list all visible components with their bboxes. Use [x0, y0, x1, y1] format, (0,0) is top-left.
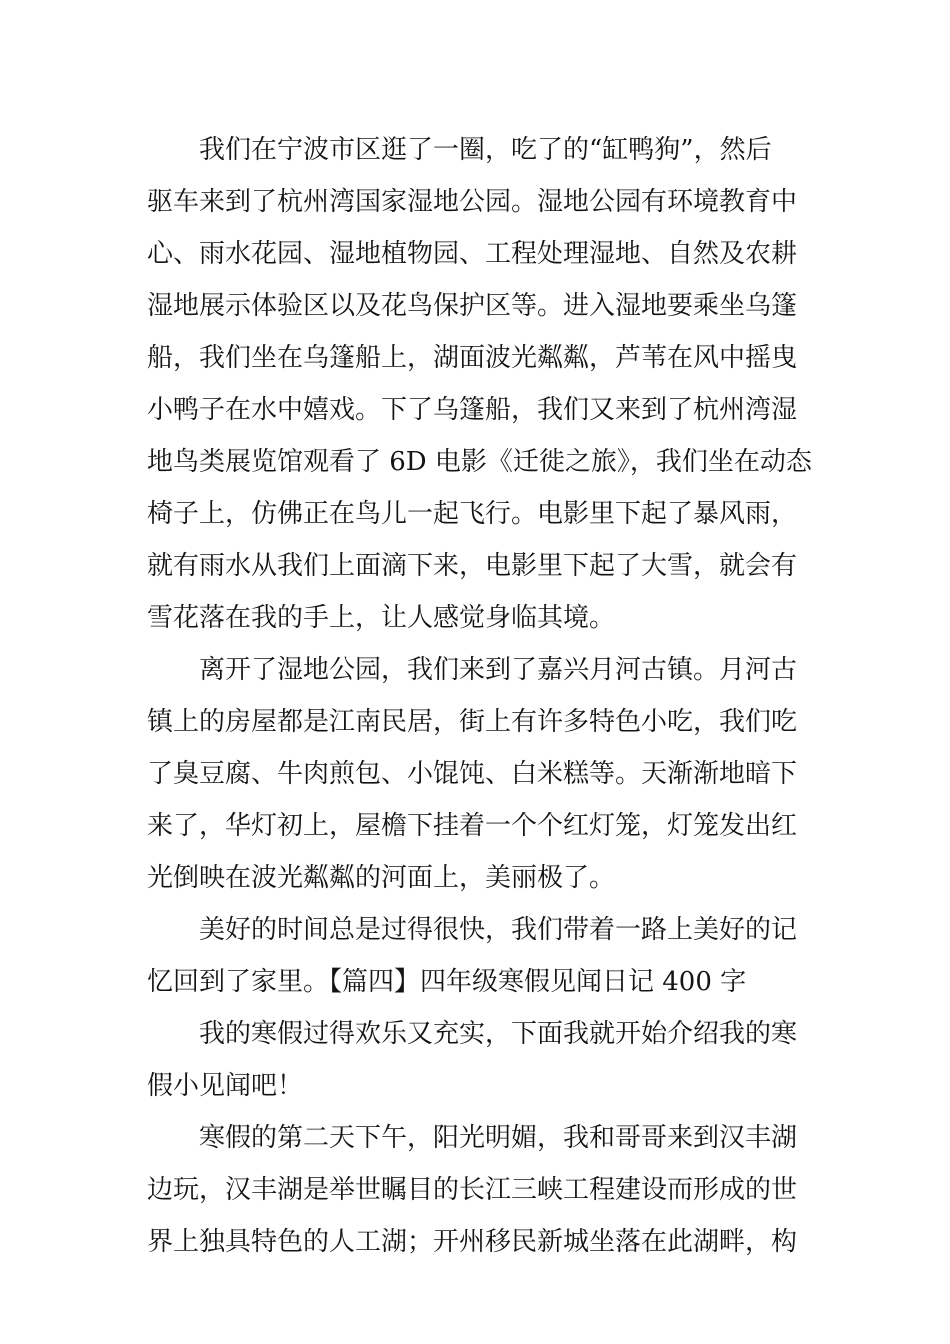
text-line: 来了，华灯初上，屋檐下挂着一个个红灯笼，灯笼发出红	[147, 811, 798, 841]
text-line: 地鸟类展览馆观看了 6D 电影《迁徙之旅》，我们坐在动态	[147, 447, 812, 477]
text-line: 湿地展示体验区以及花鸟保护区等。进入湿地要乘坐乌篷	[147, 291, 798, 321]
text-line: 寒假的第二天下午，阳光明媚，我和哥哥来到汉丰湖	[199, 1123, 798, 1153]
text-line: 光倒映在波光粼粼的河面上，美丽极了。	[147, 863, 616, 893]
text-line: 椅子上，仿佛正在鸟儿一起飞行。电影里下起了暴风雨，	[147, 499, 798, 529]
text-line: 船，我们坐在乌篷船上，湖面波光粼粼，芦苇在风中摇曳	[147, 343, 798, 373]
text-line: 雪花落在我的手上，让人感觉身临其境。	[147, 603, 616, 633]
text-line: 小鸭子在水中嬉戏。下了乌篷船，我们又来到了杭州湾湿	[147, 395, 798, 425]
text-line: 了臭豆腐、牛肉煎包、小馄饨、白米糕等。天渐渐地暗下	[147, 759, 798, 789]
text-line: 我们在宁波市区逛了一圈，吃了的“缸鸭狗”，然后	[199, 135, 772, 165]
text-line: 忆回到了家里。【篇四】四年级寒假见闻日记 400 字	[147, 967, 747, 997]
text-line: 就有雨水从我们上面滴下来，电影里下起了大雪，就会有	[147, 551, 798, 581]
text-line: 驱车来到了杭州湾国家湿地公园。湿地公园有环境教育中	[147, 187, 798, 217]
text-line: 边玩，汉丰湖是举世瞩目的长江三峡工程建设而形成的世	[147, 1175, 798, 1205]
text-line: 心、雨水花园、湿地植物园、工程处理湿地、自然及农耕	[147, 239, 798, 269]
text-line: 假小见闻吧！	[147, 1071, 304, 1101]
text-line: 镇上的房屋都是江南民居，街上有许多特色小吃，我们吃	[147, 707, 798, 737]
text-line: 美好的时间总是过得很快，我们带着一路上美好的记	[199, 915, 798, 945]
text-line: 界上独具特色的人工湖；开州移民新城坐落在此湖畔，构	[147, 1227, 798, 1257]
text-line: 离开了湿地公园，我们来到了嘉兴月河古镇。月河古	[199, 655, 798, 685]
text-line: 我的寒假过得欢乐又充实，下面我就开始介绍我的寒	[199, 1019, 798, 1049]
